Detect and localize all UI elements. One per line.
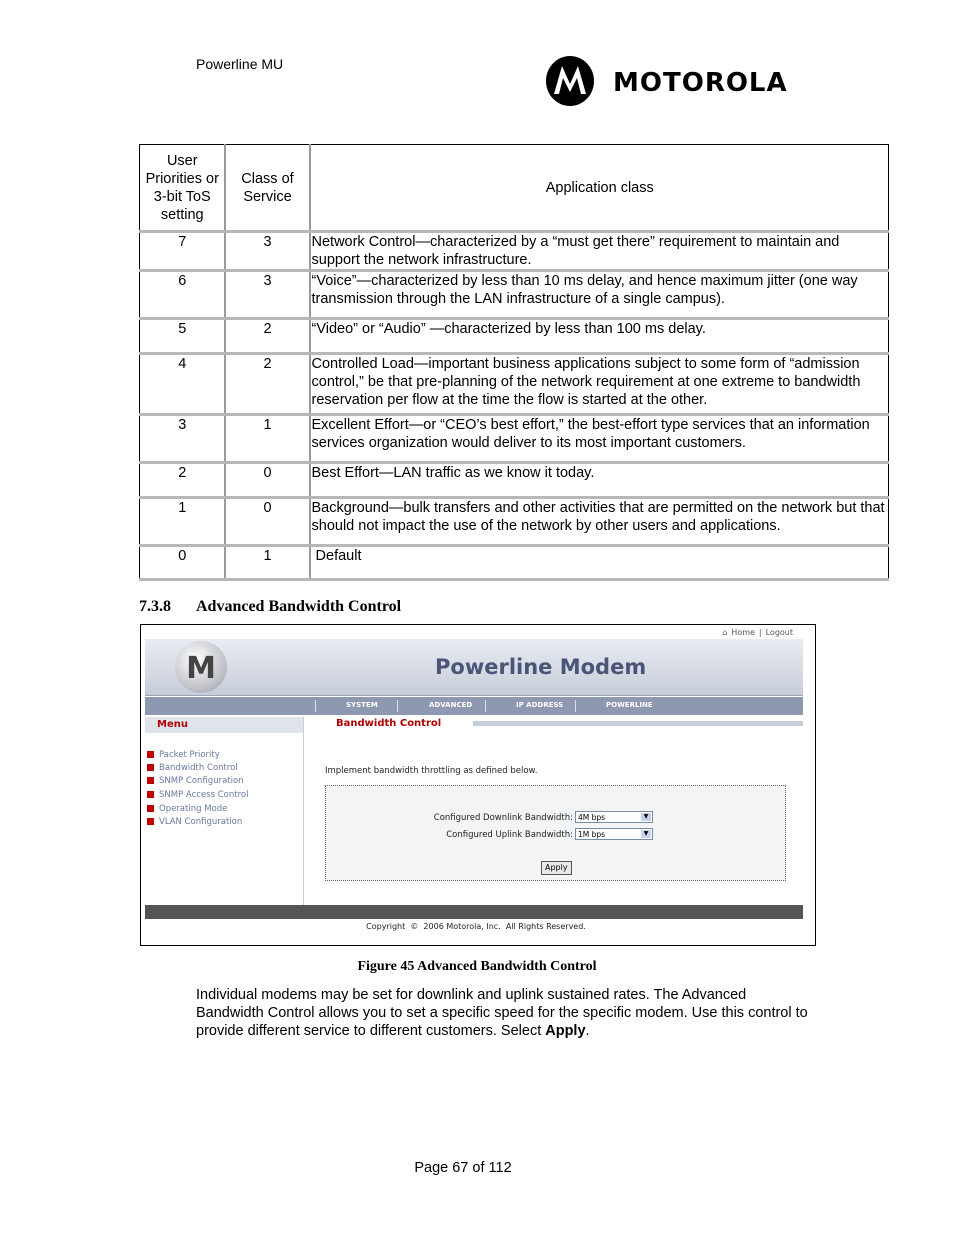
- nav-separator: [575, 700, 576, 712]
- section-title: Advanced Bandwidth Control: [196, 598, 402, 615]
- application-cell: Excellent Effort—or “CEO’s best effort,” the best-effort type services that an information services organization would deliver to its most important customers.: [310, 415, 889, 463]
- figure-screenshot: [140, 624, 816, 946]
- page-number: Page 67 of 112: [414, 1160, 512, 1176]
- priority-cell: 5: [140, 319, 225, 354]
- chevron-down-icon: ▼: [641, 813, 651, 821]
- priority-cell: 0: [140, 546, 225, 580]
- menu-title: Menu: [157, 719, 188, 730]
- cos-cell: 1: [225, 415, 310, 463]
- bullet-icon: [147, 805, 154, 812]
- motorola-emblem: [175, 641, 227, 693]
- nav-separator: [315, 700, 316, 712]
- table-row: [140, 319, 889, 354]
- cos-cell: 2: [225, 319, 310, 354]
- table-row: [140, 498, 889, 546]
- downlink-label: Configured Downlink Bandwidth:: [433, 813, 573, 823]
- content-title: Bandwidth Control: [336, 718, 442, 729]
- home-link[interactable]: Home: [731, 628, 755, 637]
- copyright-text: Copyright © 2006 Motorola, Inc. All Rights Reserved.: [366, 922, 586, 931]
- top-nav: [145, 697, 803, 715]
- footer-bar: [145, 905, 803, 919]
- logout-link[interactable]: Logout: [765, 628, 793, 637]
- header-class-of-service: Class of Service: [225, 145, 310, 232]
- priority-cell: 7: [140, 232, 225, 271]
- menu-item-bandwidth-control[interactable]: Bandwidth Control: [147, 763, 238, 773]
- cos-cell: 2: [225, 354, 310, 415]
- paragraph-end: .: [585, 1023, 590, 1039]
- document-header-title: Powerline MU: [196, 56, 284, 72]
- top-links: [718, 628, 793, 637]
- nav-ip-address[interactable]: IP ADDRESS: [516, 701, 564, 709]
- menu-item-snmp-configuration[interactable]: SNMP Configuration: [147, 776, 244, 786]
- cos-cell: 1: [225, 546, 310, 580]
- priority-cell: 4: [140, 354, 225, 415]
- bullet-icon: [147, 791, 154, 798]
- application-cell: Controlled Load—important business applications subject to some form of “admission control,” be that pre-planning of the network requirement at one extreme to bandwidth reservation per flow at the time the flow is started at the other.: [310, 354, 889, 415]
- cos-cell: 3: [225, 271, 310, 319]
- nav-separator: [485, 700, 486, 712]
- app-title: Powerline Modem: [435, 655, 647, 679]
- figure-caption: Figure 45 Advanced Bandwidth Control: [357, 959, 597, 974]
- priority-cell: 1: [140, 498, 225, 546]
- nav-advanced[interactable]: ADVANCED: [429, 701, 473, 709]
- menu-item-packet-priority[interactable]: Packet Priority: [147, 750, 220, 760]
- nav-powerline[interactable]: POWERLINE: [606, 701, 653, 709]
- uplink-label: Configured Uplink Bandwidth:: [446, 830, 573, 840]
- cos-cell: 0: [225, 463, 310, 498]
- menu-item-operating-mode[interactable]: Operating Mode: [147, 804, 227, 814]
- table-row: [140, 415, 889, 463]
- application-cell: “Voice”—characterized by less than 10 ms delay, and hence maximum jitter (one way transmission through the LAN infrastructure of a single campus).: [310, 271, 889, 319]
- paragraph-bold: Apply: [545, 1023, 586, 1039]
- bandwidth-form: [325, 785, 786, 881]
- motorola-wordmark: MOTOROLA: [613, 68, 788, 98]
- application-cell: Best Effort—LAN traffic as we know it today.: [310, 463, 889, 498]
- menu-divider: [303, 717, 304, 905]
- body-paragraph: [196, 986, 816, 1040]
- bullet-icon: [147, 777, 154, 784]
- uplink-select[interactable]: 1M bps ▼: [575, 828, 653, 840]
- bullet-icon: [147, 764, 154, 771]
- qos-priority-table: [139, 144, 889, 581]
- table-row: [140, 354, 889, 415]
- cos-cell: 0: [225, 498, 310, 546]
- link-separator: |: [758, 628, 762, 637]
- table-row: [140, 463, 889, 498]
- priority-cell: 2: [140, 463, 225, 498]
- motorola-logo: [540, 50, 816, 112]
- motorola-batwing-icon: [540, 50, 602, 110]
- paragraph-text: Individual modems may be set for downlink and uplink sustained rates. The Advanced Bandwidth Control allows you to set a specific speed for the specific modem. Use this control to provide different service to different customers. Select: [196, 987, 808, 1039]
- header-application-class: Application class: [310, 145, 889, 232]
- priority-cell: 3: [140, 415, 225, 463]
- emblem-letter: M: [186, 651, 216, 686]
- downlink-select[interactable]: 4M bps ▼: [575, 811, 653, 823]
- bullet-icon: [147, 818, 154, 825]
- priority-cell: 6: [140, 271, 225, 319]
- section-number: 7.3.8: [139, 598, 171, 615]
- menu-header: [145, 717, 303, 733]
- intro-text: Implement bandwidth throttling as defined below.: [325, 766, 538, 776]
- nav-separator: [397, 700, 398, 712]
- table-row: [140, 271, 889, 319]
- application-cell: “Video” or “Audio” —characterized by less than 100 ms delay.: [310, 319, 889, 354]
- home-icon[interactable]: ⌂: [722, 628, 728, 637]
- table-row: [140, 232, 889, 271]
- chevron-down-icon: ▼: [641, 830, 651, 838]
- app-banner: [145, 639, 803, 696]
- application-cell: Network Control—characterized by a “must get there” requirement to maintain and support the network infrastructure.: [310, 232, 889, 271]
- table-row: [140, 546, 889, 580]
- nav-system[interactable]: SYSTEM: [346, 701, 378, 709]
- menu-item-vlan-configuration[interactable]: VLAN Configuration: [147, 817, 242, 827]
- application-cell: Background—bulk transfers and other activities that are permitted on the network but that should not impact the use of the network by other users and applications.: [310, 498, 889, 546]
- menu-item-snmp-access-control[interactable]: SNMP Access Control: [147, 790, 248, 800]
- bullet-icon: [147, 751, 154, 758]
- apply-button[interactable]: Apply: [541, 861, 572, 875]
- header-priority: User Priorities or 3-bit ToS setting: [140, 145, 225, 232]
- application-cell: Default: [310, 546, 889, 580]
- cos-cell: 3: [225, 232, 310, 271]
- content-title-bar: [473, 721, 803, 726]
